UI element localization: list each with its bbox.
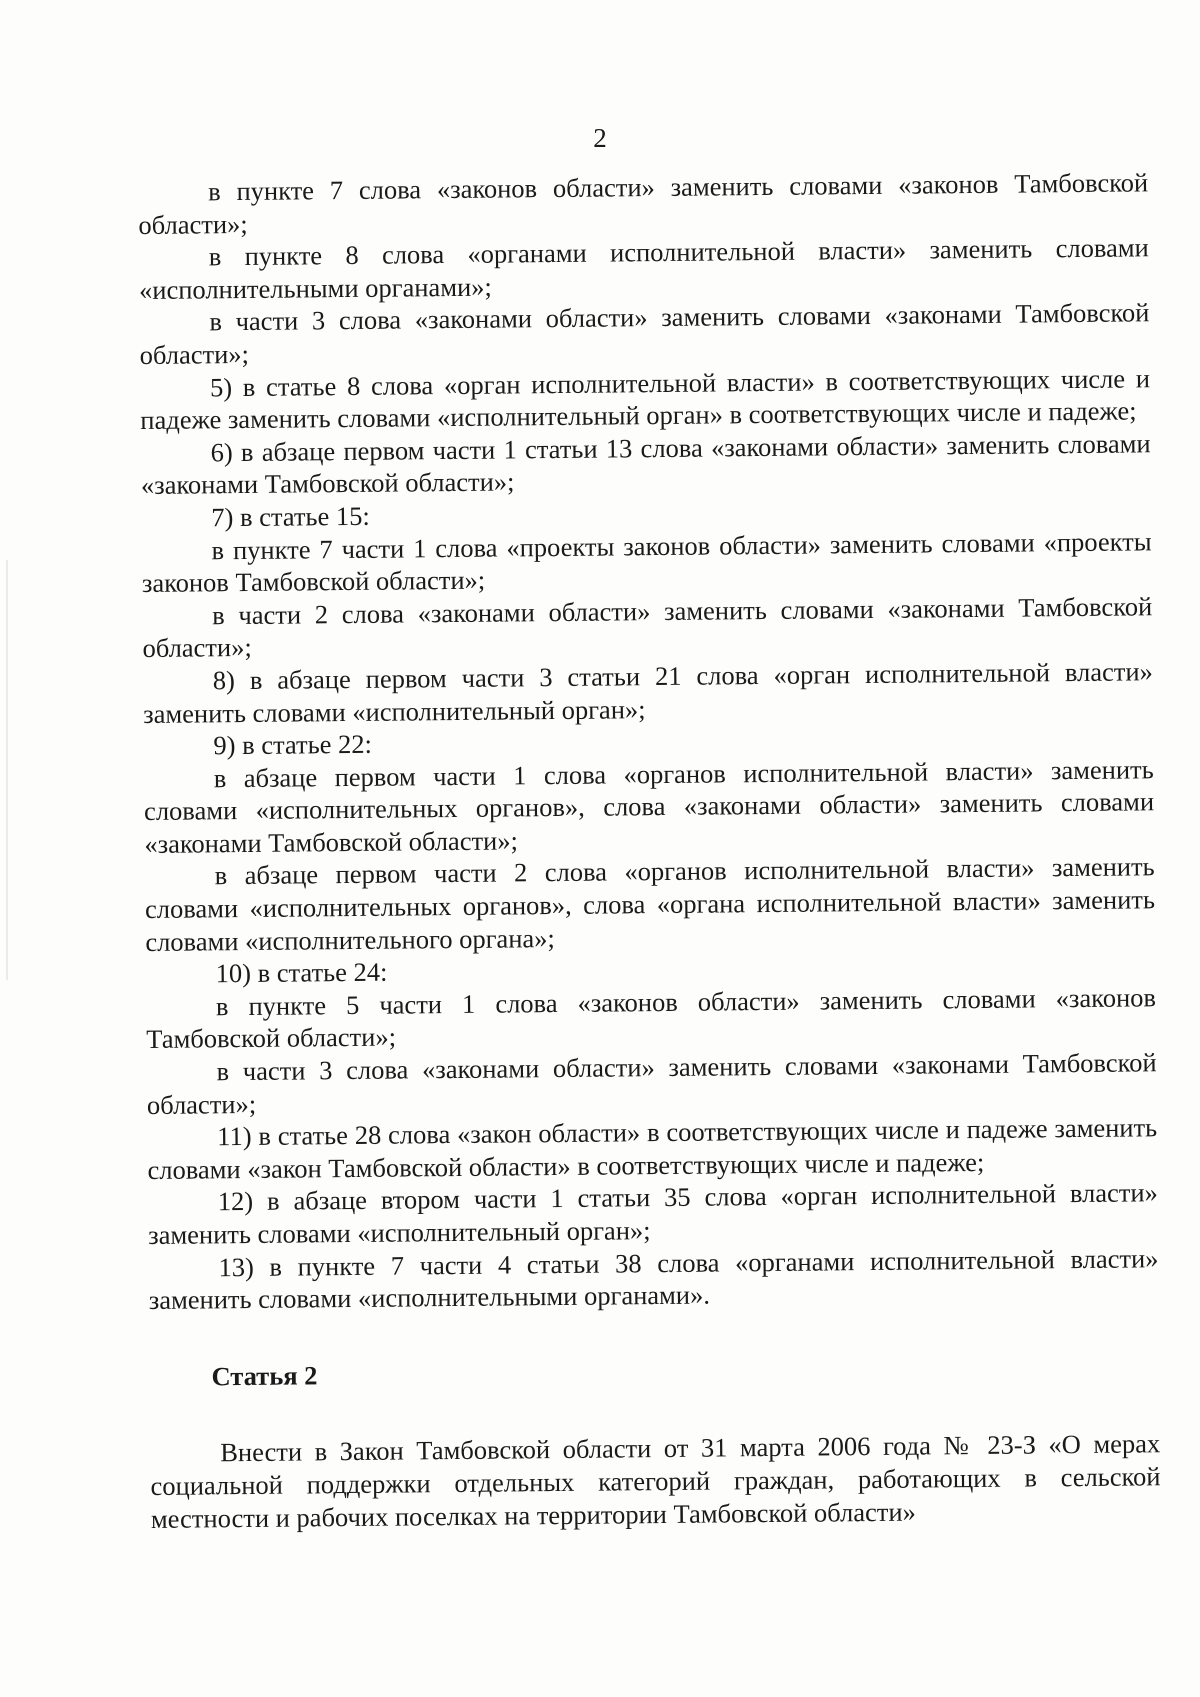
paragraph: в пункте 7 слова «законов области» заменить словами «законов Тамбовской области»; [138, 167, 1149, 240]
document-body [138, 166, 1161, 1535]
paragraph: в абзаце первом части 2 слова «органов исполнительной власти» заменить словами «исполнительных органов», слова «органа исполнительной власти» заменить словами «исполнительного органа»; [144, 851, 1156, 957]
paragraph: в части 2 слова «законами области» заменить словами «законами Тамбовской области»; [142, 591, 1153, 664]
paragraph: 12) в абзаце втором части 1 статьи 35 слова «орган исполнительной власти» заменить словами «исполнительный орган»; [148, 1177, 1158, 1250]
paragraph: 9) в статье 22: [213, 728, 373, 761]
paragraph: в пункте 7 части 1 слова «проекты законов области» заменить словами «проекты законов Тамбовской области»; [141, 525, 1152, 599]
paragraph: 13) в пункте 7 части 4 статьи 38 слова «органами исполнительной власти» заменить словами «исполнительными органами». [148, 1242, 1159, 1316]
page-number: 2 [593, 123, 607, 153]
paragraph: 10) в статье 24: [215, 956, 388, 989]
paragraph: 11) в статье 28 слова «закон области» в соответствующих числе и падеже заменить словами «закон Тамбовской области» в соответствующих числе и падеже; [147, 1112, 1158, 1185]
scan-edge-mark [6, 560, 8, 980]
article-heading: Статья 2 [211, 1360, 318, 1392]
paragraph: 5) в статье 8 слова «орган исполнительной власти» в соответствующих числе и падеже заменить словами «исполнительный орган» в соответствующих числе и падеже; [140, 362, 1151, 436]
paragraph: в пункте 8 слова «органами исполнительной власти» заменить словами «исполнительными органами»; [138, 232, 1149, 305]
paragraph: 6) в абзаце первом части 1 статьи 13 слова «законами области» заменить словами «законами Тамбовской области»; [140, 428, 1151, 501]
paragraph: в части 3 слова «законами области» заменить словами «законами Тамбовской области»; [139, 297, 1150, 370]
paragraph: в абзаце первом части 1 слова «органов исполнительной власти» заменить словами «исполнительных органов», слова «законами области» заменить словами «законами Тамбовской области»; [143, 753, 1155, 859]
paragraph: 8) в абзаце первом части 3 статьи 21 слова «орган исполнительной власти» заменить словами «исполнительный орган»; [143, 656, 1153, 729]
paragraph: в пункте 5 части 1 слова «законов области» заменить словами «законов Тамбовской области»; [146, 982, 1157, 1055]
article-paragraph: Внести в Закон Тамбовской области от 31 марта 2006 года № 23-З «О мерах социальной поддержки отдельных категорий граждан, работающих в сельской местности и рабочих поселках на территории Тамбовской области» [150, 1428, 1161, 1534]
paragraph: 7) в статье 15: [211, 500, 370, 533]
paragraph: в части 3 слова «законами области» заменить словами «законами Тамбовской области»; [146, 1047, 1157, 1120]
